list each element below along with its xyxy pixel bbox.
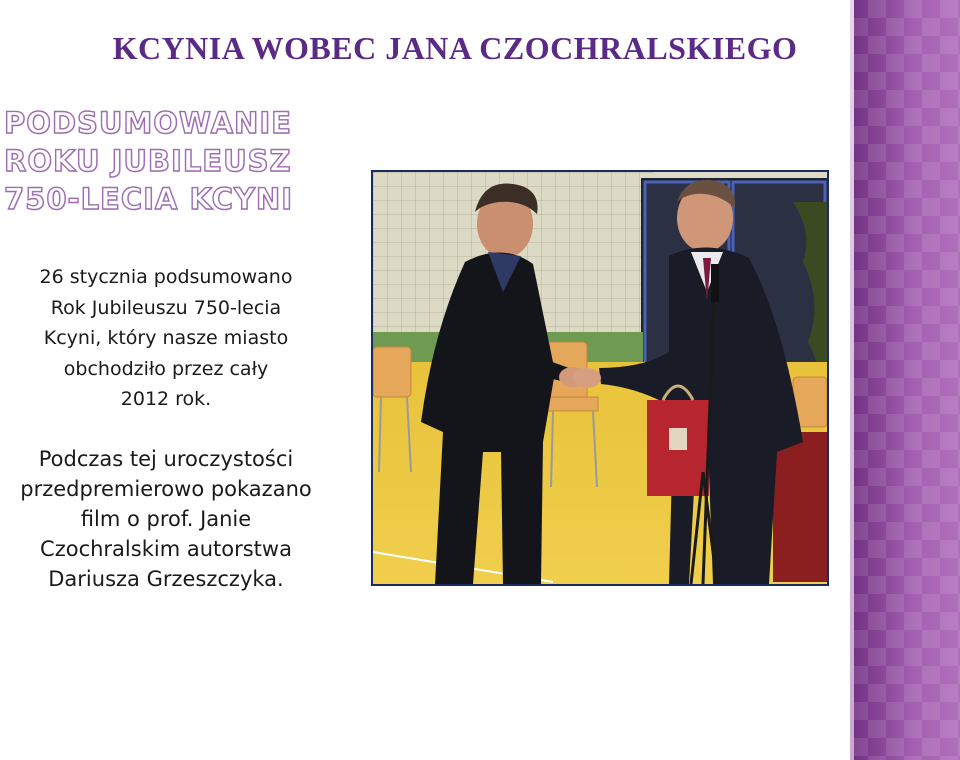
paragraph-line: Kcyni, który nasze miasto <box>43 327 289 349</box>
ceremony-photo <box>371 170 829 586</box>
decorative-side-band <box>850 0 960 760</box>
paragraph-line: Czochralskim autorstwa <box>40 537 292 561</box>
paragraph-line: 2012 rok. <box>120 388 212 410</box>
paragraph-line: Dariusza Grzeszczyka. <box>48 567 284 591</box>
paragraph-line: obchodziło przez cały <box>63 357 269 380</box>
paragraph-line: Podczas tej uroczystości <box>38 447 294 471</box>
subtitle-line: ROKU JUBILEUSZ <box>4 144 292 178</box>
summary-paragraph <box>6 262 326 415</box>
paragraph-line: Rok Jubileuszu 750-lecia <box>50 296 282 319</box>
subtitle-line: 750-LECIA KCYNI <box>4 182 293 216</box>
handshake-illustration <box>373 172 827 584</box>
paragraph-line: 26 stycznia podsumowano <box>39 266 293 288</box>
paragraph-line: przedpremierowo pokazano <box>20 477 312 501</box>
subtitle-line: PODSUMOWANIE <box>4 106 292 140</box>
paragraph-line: film o prof. Janie <box>80 507 252 531</box>
film-paragraph <box>0 444 332 594</box>
slide-subtitle <box>4 104 324 218</box>
slide-title: KCYNIA WOBEC JANA CZOCHRALSKIEGO <box>112 30 798 66</box>
